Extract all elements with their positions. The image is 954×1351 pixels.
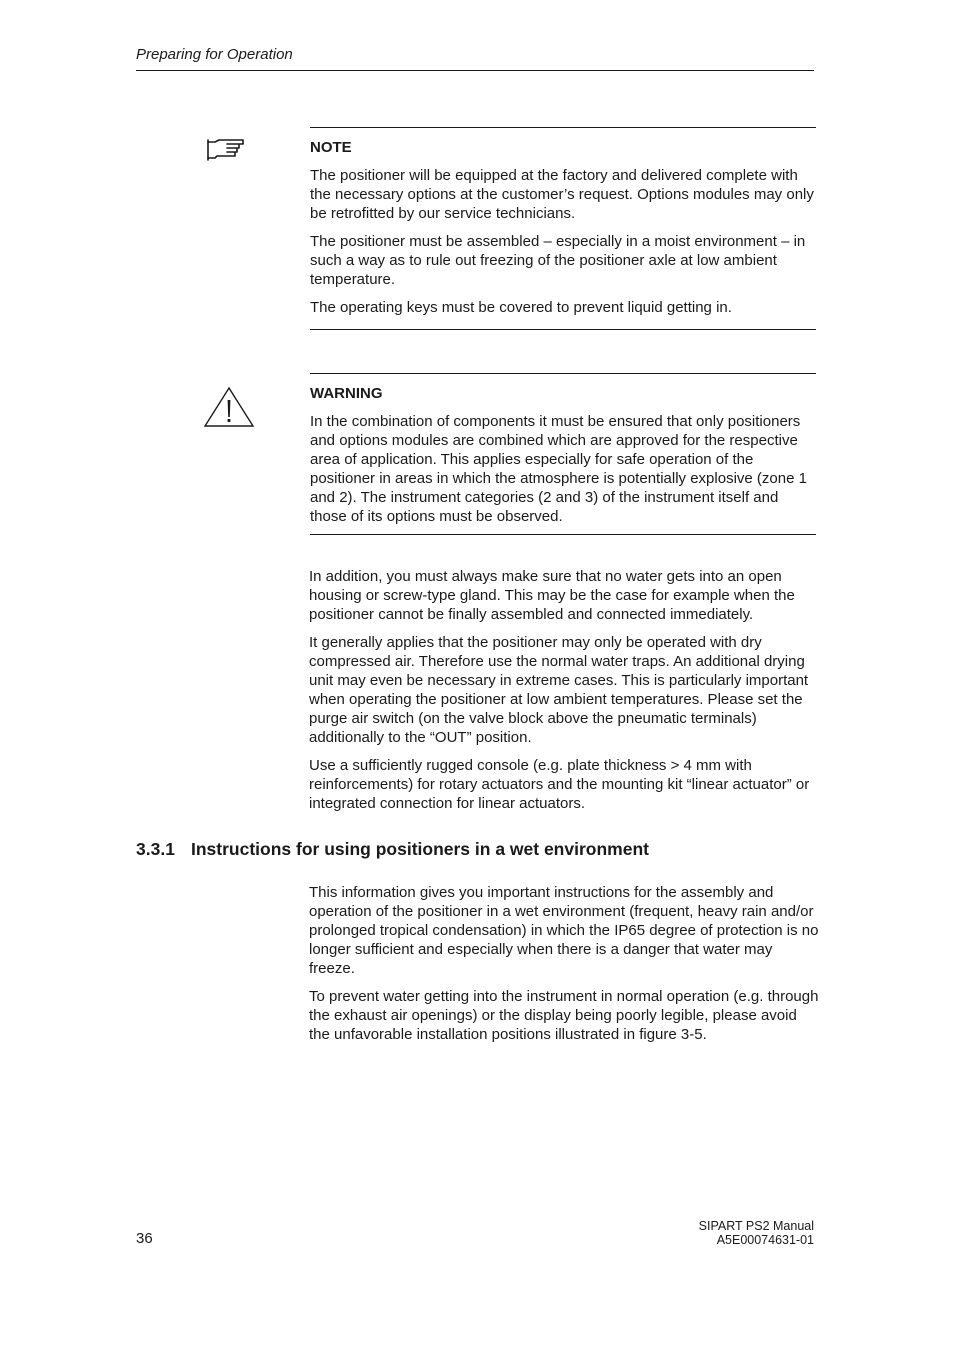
section-paragraph: This information gives you important instructions for the assembly and operation of the positioner in a wet environment (frequent, heavy rain and/or prolonged tropical condensation) in which the IP65 degree of protection is no longer sufficient and especially when there is a danger that water may freeze.: [309, 884, 819, 977]
body-paragraph: Use a sufficiently rugged console (e.g. plate thickness > 4 mm with reinforcements) for rotary actuators and the mounting kit “linear actuator” or integrated connection for linear actuators.: [309, 757, 810, 812]
document-number: A5E00074631-01: [716, 1233, 814, 1247]
note-paragraph: The positioner must be assembled – especially in a moist environment – in such a way as to rule out freezing of the positioner axle at low ambient temperature.: [310, 233, 806, 288]
section-heading: [136, 839, 649, 860]
section-number: 3.3.1: [136, 839, 175, 859]
warning-box: [310, 373, 816, 535]
section-title: Instructions for using positioners in a wet environment: [191, 839, 649, 859]
warning-paragraph: In the combination of components it must be ensured that only positioners and options modules are combined which are approved for the respective area of application. This applies especially for safe operation of the positioner in areas in which the atmosphere is potentially explosive (zone 1 and 2). The instrument categories (2 and 3) of the instrument itself and those of its options must be observed.: [310, 413, 807, 525]
note-title: NOTE: [310, 139, 352, 156]
warning-title: WARNING: [310, 385, 383, 402]
running-header: Preparing for Operation: [136, 46, 293, 63]
section-paragraph: To prevent water getting into the instrument in normal operation (e.g. through the exhaust air openings) or the display being poorly legible, please avoid the unfavorable installation positions illustrated in figure 3-5.: [309, 988, 819, 1043]
footer-document-info: [699, 1219, 814, 1247]
pointing-hand-icon: [205, 138, 245, 162]
body-text: [309, 567, 821, 822]
warning-triangle-icon: [203, 386, 255, 428]
body-paragraph: It generally applies that the positioner may only be operated with dry compressed air. Therefore use the normal water traps. An additional drying unit may even be necessary in extreme cases. This is particularly important when operating the positioner at low ambient temperatures. Please set the purge air switch (on the valve block above the pneumatic terminals) additionally to the “OUT” position.: [309, 634, 809, 746]
note-paragraph: The positioner will be equipped at the factory and delivered complete with the necessary options at the customer’s request. Options modules may only be retrofitted by our service technicians.: [310, 167, 814, 222]
manual-title: SIPART PS2 Manual: [698, 1219, 814, 1233]
note-paragraph: The operating keys must be covered to prevent liquid getting in.: [310, 299, 732, 316]
body-paragraph: In addition, you must always make sure that no water gets into an open housing or screw-type gland. This may be the case for example when the positioner cannot be finally assembled and connected immediately.: [309, 568, 795, 623]
header-rule: [136, 70, 814, 71]
page-number: 36: [136, 1230, 153, 1247]
section-body-text: [309, 883, 821, 1053]
note-box: [310, 127, 816, 330]
